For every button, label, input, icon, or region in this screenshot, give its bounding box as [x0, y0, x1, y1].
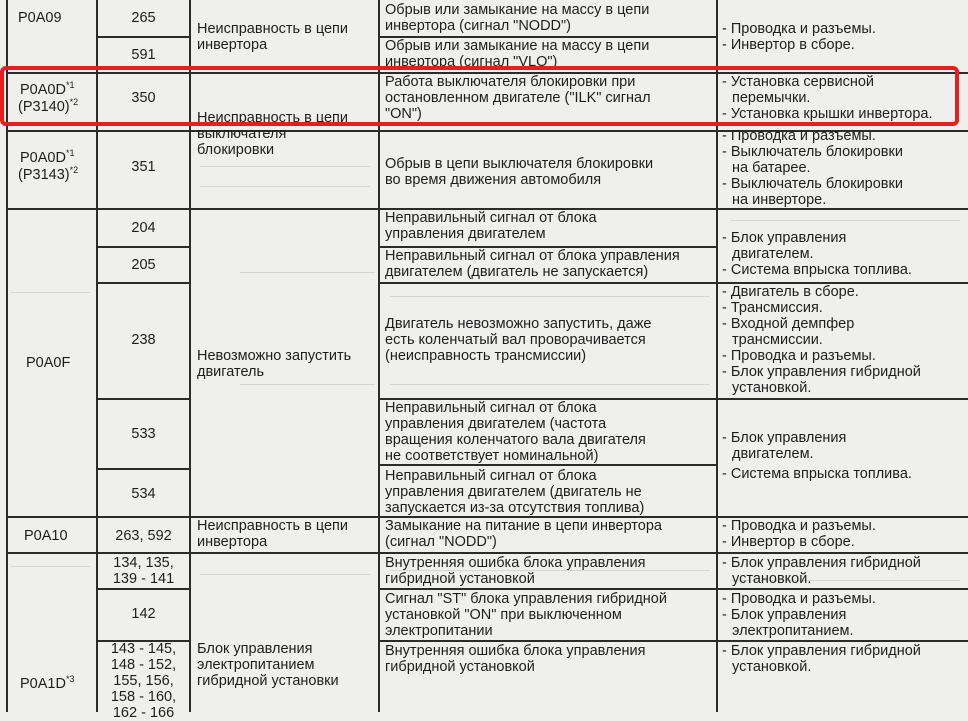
trouble-area: - Блок управления гибридной — [722, 555, 921, 571]
trouble-area: установкой. — [732, 659, 812, 675]
info-code: 155, 156, — [113, 673, 174, 689]
dtc-description: (сигнал "NODD") — [385, 534, 497, 550]
trouble-area: - Входной демпфер — [722, 316, 855, 332]
info-code: 204 — [131, 220, 156, 236]
dtc-code: P0A0F — [26, 355, 71, 371]
dtc-code-alt: $(P3143)^{*2}$ — [18, 165, 79, 183]
dtc-code: P0A09 — [18, 10, 62, 26]
trouble-area: - Проводка и разъемы. — [722, 21, 876, 37]
trouble-area: перемычки. — [732, 90, 811, 106]
dtc-code: P0A10 — [24, 528, 68, 544]
trouble-area: - Инвертор в сборе. — [722, 534, 855, 550]
dtc-description: (неисправность трансмиссии) — [385, 348, 587, 364]
info-code: 158 - 160, — [110, 689, 177, 705]
dtc-description: Обрыв или замыкание на массу в цепи — [385, 2, 650, 18]
trouble-area: - Выключатель блокировки — [722, 144, 903, 160]
info-code: 143 - 145, — [110, 641, 177, 657]
info-code: 205 — [131, 257, 156, 273]
info-code: 238 — [131, 332, 156, 348]
trouble-area: - Блок управления гибридной — [722, 643, 921, 659]
detection-item: Невозможно запустить — [197, 348, 352, 364]
trouble-area: - Двигатель в сборе. — [722, 284, 859, 300]
info-code: 533 — [131, 426, 156, 442]
dtc-description: Неправильный сигнал от блока — [385, 468, 597, 484]
trouble-area: - Блок управления гибридной — [722, 364, 921, 380]
info-code: 134, 135, — [113, 555, 174, 571]
dtc-description: Двигатель невозможно запустить, даже — [385, 316, 652, 332]
dtc-description: управления двигателем (частота — [385, 416, 607, 432]
dtc-description: Внутренняя ошибка блока управления — [385, 643, 646, 659]
trouble-area: - Блок управления — [722, 230, 847, 246]
trouble-area: - Система впрыска топлива. — [722, 262, 912, 278]
dtc-description: управления двигателем — [385, 226, 546, 242]
dtc-description: Работа выключателя блокировки при — [385, 74, 636, 90]
dtc-description: есть коленчатый вал проворачивается — [385, 332, 646, 348]
dtc-description: "ON") — [385, 106, 422, 122]
info-code: 265 — [131, 10, 156, 26]
dtc-description: Неправильный сигнал от блока — [385, 210, 597, 226]
trouble-area: - Инвертор в сборе. — [722, 37, 855, 53]
dtc-description: гибридной установкой — [385, 571, 535, 587]
info-code: 591 — [131, 47, 156, 63]
trouble-area: - Установка сервисной — [722, 74, 875, 90]
dtc-description: инвертора (сигнал "NODD") — [385, 18, 572, 34]
detection-item: инвертора — [197, 37, 268, 53]
dtc-description: Неправильный сигнал от блока — [385, 400, 597, 416]
dtc-code: $P0A1D^{*3}$ — [20, 674, 75, 692]
detection-item: двигатель — [197, 364, 265, 380]
info-code: 142 — [131, 606, 156, 622]
trouble-area: - Блок управления — [722, 430, 847, 446]
dtc-description: запускается из-за отсутствия топлива) — [385, 500, 645, 516]
trouble-area: - Установка крышки инвертора. — [722, 106, 933, 122]
trouble-area: установкой. — [732, 380, 812, 396]
trouble-area: - Система впрыска топлива. — [722, 466, 912, 482]
trouble-area: - Проводка и разъемы. — [722, 128, 876, 144]
dtc-description: не соответствует номинальной) — [385, 448, 599, 464]
dtc-code: $P0A0D^{*1}$ — [20, 148, 75, 166]
trouble-area: электропитанием. — [732, 623, 854, 639]
trouble-area: - Трансмиссия. — [722, 300, 823, 316]
dtc-description: гибридной установкой — [385, 659, 535, 675]
dtc-description: инвертора (сигнал "VLO") — [385, 54, 558, 70]
detection-item: Неисправность в цепи — [197, 518, 349, 534]
detection-item: выключателя — [197, 126, 287, 142]
trouble-area: - Проводка и разъемы. — [722, 348, 876, 364]
dtc-description: двигателем (двигатель не запускается) — [385, 264, 649, 280]
trouble-area: - Блок управления — [722, 607, 847, 623]
info-code: 148 - 152, — [110, 657, 177, 673]
detection-item: Неисправность в цепи — [197, 110, 349, 126]
info-code: 534 — [131, 486, 156, 502]
trouble-area: установкой. — [732, 571, 812, 587]
dtc-code: $P0A0D^{*1}$ — [20, 80, 75, 98]
info-code: 162 - 166 — [112, 705, 175, 721]
dtc-description: остановленном двигателе ("ILK" сигнал — [385, 90, 651, 106]
detection-item: инвертора — [197, 534, 268, 550]
info-code: 350 — [131, 90, 156, 106]
dtc-description: Неправильный сигнал от блока управления — [385, 248, 680, 264]
detection-item: блокировки — [197, 142, 275, 158]
trouble-area: - Проводка и разъемы. — [722, 591, 876, 607]
detection-item: гибридной установки — [197, 673, 339, 689]
info-code: 263, 592 — [115, 528, 172, 544]
info-code: 139 - 141 — [112, 571, 175, 587]
dtc-code-alt: $(P3140)^{*2}$ — [18, 97, 79, 115]
dtc-description: Сигнал "ST" блока управления гибридной — [385, 591, 667, 607]
detection-item: Блок управления — [197, 641, 313, 657]
detection-item: электропитанием — [197, 657, 315, 673]
trouble-area: на инверторе. — [732, 192, 827, 208]
dtc-description: установкой "ON" при выключенном — [385, 607, 622, 623]
trouble-area: двигателем. — [732, 246, 814, 262]
trouble-area: двигателем. — [732, 446, 814, 462]
info-code: 351 — [131, 159, 156, 175]
dtc-description: вращения коленчатого вала двигателя — [385, 432, 646, 448]
trouble-area: на батарее. — [732, 160, 811, 176]
dtc-description: Обрыв или замыкание на массу в цепи — [385, 38, 650, 54]
trouble-area: трансмиссии. — [732, 332, 823, 348]
highlight-annotation — [0, 66, 959, 126]
dtc-description: Обрыв в цепи выключателя блокировки — [385, 156, 654, 172]
trouble-area: - Проводка и разъемы. — [722, 518, 876, 534]
trouble-area: - Выключатель блокировки — [722, 176, 903, 192]
dtc-description: Внутренняя ошибка блока управления — [385, 555, 646, 571]
dtc-description: управления двигателем (двигатель не — [385, 484, 642, 500]
detection-item: Неисправность в цепи — [197, 21, 349, 37]
dtc-description: электропитании — [385, 623, 493, 639]
dtc-description: во время движения автомобиля — [385, 172, 602, 188]
dtc-description: Замыкание на питание в цепи инвертора — [385, 518, 662, 534]
